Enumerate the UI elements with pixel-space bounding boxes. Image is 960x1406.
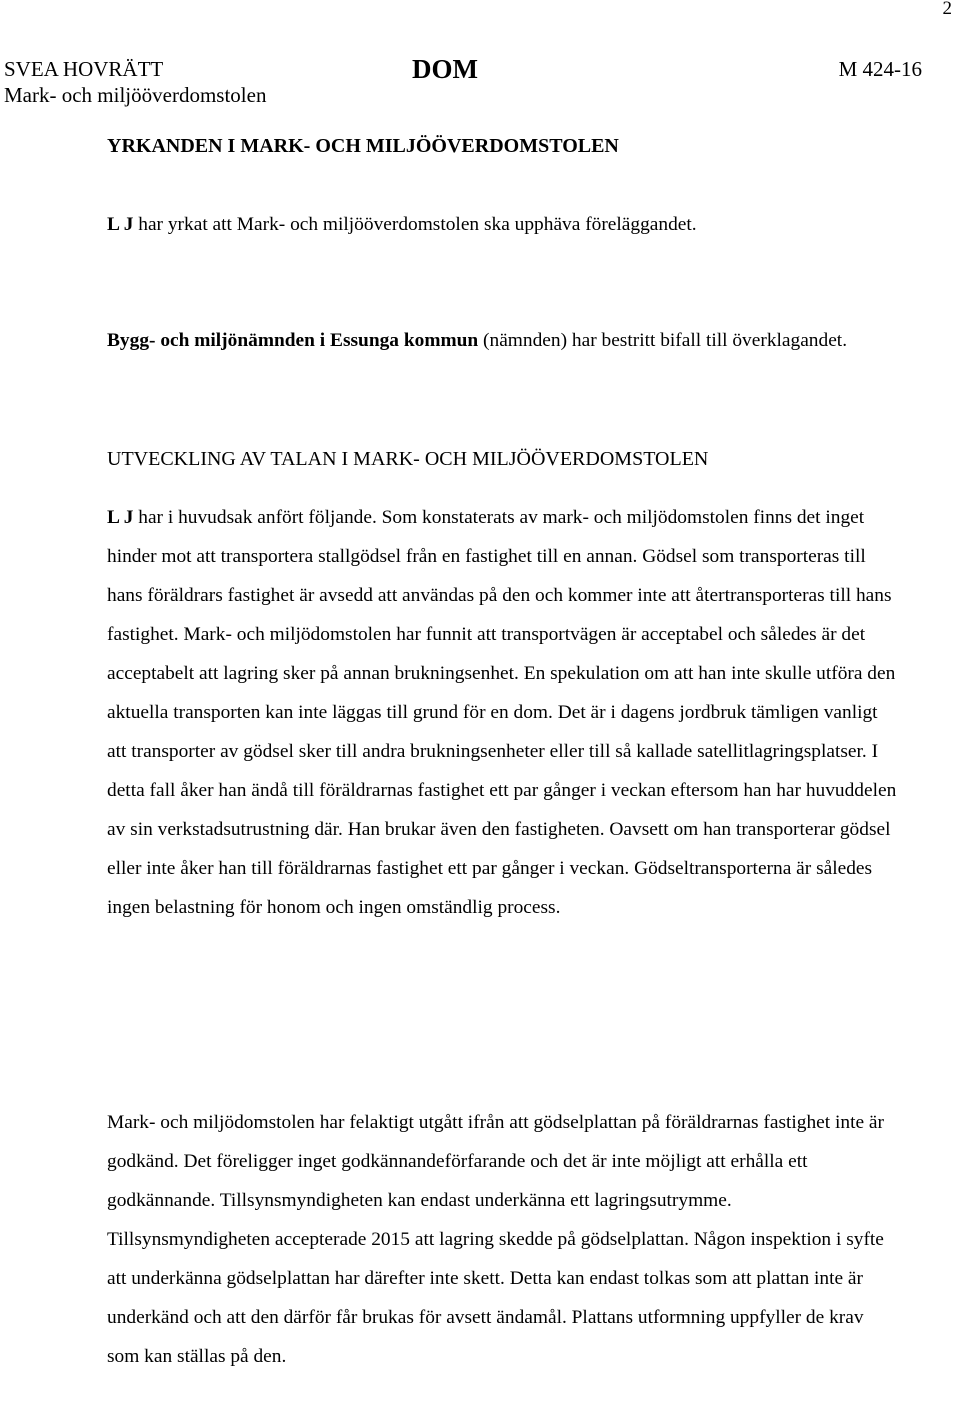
claims-heading: YRKANDEN I MARK- OCH MILJÖÖVERDOMSTOLEN	[107, 135, 619, 157]
claim-text: (nämnden) har bestritt bifall till överklagandet.	[478, 330, 848, 351]
argument-paragraph	[107, 498, 897, 927]
claim-paragraph-appellant	[107, 205, 897, 244]
party-name: L J	[107, 214, 134, 235]
court-name: SVEA HOVRÄTT	[4, 57, 164, 81]
claim-text: har yrkat att Mark- och miljööverdomstolen ska upphäva föreläggandet.	[133, 214, 697, 235]
document-header	[4, 53, 922, 109]
argument-text: har i huvudsak anfört följande. Som konstaterats av mark- och miljödomstolen finns det inget hinder mot att transportera stallgödsel från en fastighet till en annan. Gödsel som transporteras till hans föräldrars fastighet är avsedd att användas på den och kommer inte att återtransporteras till hans fastighet. Mark- och miljödomstolen har funnit att transportvägen är acceptabel och således är det acceptabelt att lagring sker på annan brukningsenhet. En spekulation om att han inte skulle utföra den aktuella transporten kan inte läggas till grund för en dom. Det är i dagens jordbruk tämligen vanligt att transporter av gödsel sker till andra brukningsenheter eller till så kallade satellitlagringsplatser. I detta fall åker han ändå till föräldrarnas fastighet ett par gånger i veckan eftersom han har huvuddelen av sin verkstadsutrustning där. Han brukar även den fastigheten. Oavsett om han transporterar gödsel eller inte åker han till föräldrarnas fastighet ett par gånger i veckan. Gödseltransporterna är således ingen belastning för honom och ingen omständlig process.	[107, 507, 897, 918]
claim-paragraph-respondent	[107, 321, 897, 360]
court-division: Mark- och miljööverdomstolen	[4, 83, 267, 107]
argument-paragraph-2: Mark- och miljödomstolen har felaktigt utgått ifrån att gödselplattan på föräldrarnas fastighet inte är godkänd. Det föreligger inget godkännandeförfarande och det är inte möjligt att erhålla ett godkännande. Tillsynsmyndigheten kan endast underkänna ett lagringsutrymme. Tillsynsmyndigheten accepterade 2015 att lagring skedde på gödselplattan. Någon inspektion i syfte att underkänna gödselplattan har därefter inte skett. Detta kan endast tolkas som att plattan inte är underkänd och att den därför får brukas för avsett ändamål. Plattans utformning uppfyller de krav som kan ställas på den.	[107, 1112, 884, 1367]
page-number: 2	[942, 0, 952, 19]
party-name: Bygg- och miljönämnden i Essunga kommun	[107, 330, 479, 351]
arguments-heading: UTVECKLING AV TALAN I MARK- OCH MILJÖÖVERDOMSTOLEN	[107, 448, 709, 470]
party-name: L J	[107, 507, 134, 528]
document-type: DOM	[412, 54, 478, 84]
case-number: M 424-16	[838, 57, 922, 81]
